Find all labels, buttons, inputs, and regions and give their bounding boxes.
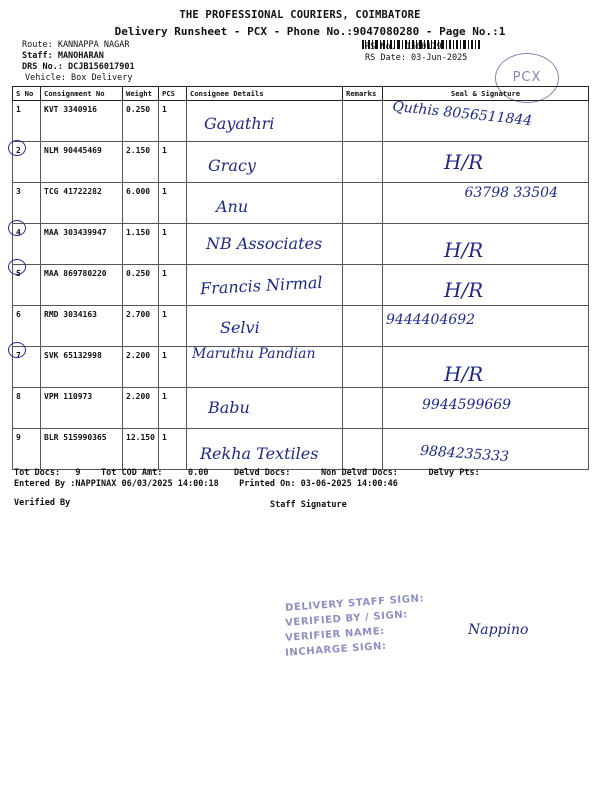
seal-hand-4: H/R (444, 238, 484, 262)
row-pcs: 1 (159, 183, 187, 224)
consignee-hand-1: Gayathri (204, 114, 275, 133)
entered-printed-line: Entered By :NAPPINAX 06/03/2025 14:00:18 Printed On: 03-06-2025 14:00:46 (14, 479, 398, 489)
seal-hand-8: 9944599669 (422, 397, 512, 413)
pcx-stamp: PCX (495, 53, 559, 103)
row-sno: 9 (13, 429, 41, 470)
col-consignee: Consignee Details (187, 87, 343, 101)
verified-by: Verified By (14, 498, 71, 508)
row-consignment: MAA 869780220 (41, 265, 123, 306)
drs-number: DRS No.: DCJB156017901 (22, 62, 135, 72)
stamp-line-2: VERIFIED BY / SIGN: (284, 609, 409, 629)
row-sno: 2 (13, 142, 41, 183)
route-info (22, 40, 135, 84)
seal-hand-9: 9884235333 (419, 442, 510, 466)
row-consignment: SVK 65132998 (41, 347, 123, 388)
consignee-hand-9: Rekha Textiles (200, 444, 319, 463)
row-consignment: VPM 110973 (41, 388, 123, 429)
seal-hand-7: H/R (444, 362, 484, 386)
row-sno: 3 (13, 183, 41, 224)
consignee-hand-4: NB Associates (206, 234, 323, 253)
col-pcs: PCS (159, 87, 187, 101)
row-consignment: NLM 90445469 (41, 142, 123, 183)
row-sno: 8 (13, 388, 41, 429)
report-title: THE PROFESSIONAL COURIERS, COIMBATORE (179, 9, 421, 21)
stamp-line-1: DELIVERY STAFF SIGN: (284, 593, 425, 614)
stamp-line-4: INCHARGE SIGN: (284, 640, 387, 659)
row-pcs: 1 (159, 347, 187, 388)
seal-hand-1: Quthis 8056511844 (391, 98, 533, 130)
row-consignment: RMD 3034163 (41, 306, 123, 347)
row-pcs: 1 (159, 265, 187, 306)
row-sno: 7 (13, 347, 41, 388)
consignee-hand-3: Anu (216, 197, 249, 216)
table-row (13, 142, 589, 183)
consignee-hand-5: Francis Nirmal (199, 272, 323, 299)
row-pcs: 1 (159, 101, 187, 142)
row-consignment: KVT 3340916 (41, 101, 123, 142)
consignee-hand-6: Selvi (220, 318, 260, 337)
row-pcs: 1 (159, 224, 187, 265)
row-weight: 1.150 (123, 224, 159, 265)
row-weight: 2.700 (123, 306, 159, 347)
seal-hand-3: 63798 33504 (464, 185, 558, 201)
staff-signature: Staff Signature (270, 500, 347, 510)
col-sno: S No (13, 87, 41, 101)
row-sno: 6 (13, 306, 41, 347)
consignee-hand-2: Gracy (208, 156, 256, 175)
row-weight: 2.200 (123, 347, 159, 388)
col-weight: Weight (123, 87, 159, 101)
row-sno: 1 (13, 101, 41, 142)
row-consignment: MAA 303439947 (41, 224, 123, 265)
circle-mark (8, 220, 26, 236)
consignee-hand-8: Babu (208, 398, 250, 417)
row-pcs: 1 (159, 142, 187, 183)
table-header (13, 87, 589, 101)
row-weight: 0.250 (123, 101, 159, 142)
row-weight: 2.200 (123, 388, 159, 429)
verification-stamp (284, 593, 425, 659)
rs-date: RS Date: 03-Jun-2025 (365, 53, 468, 63)
col-consignment: Consignment No (41, 87, 123, 101)
row-weight: 2.150 (123, 142, 159, 183)
report-subtitle: Delivery Runsheet - PCX - Phone No.:9047080280 - Page No.:1 (114, 25, 506, 38)
rs-number: RS No.: 1560179 (365, 42, 442, 52)
verifier-name-hand: Nappino (468, 622, 529, 638)
table-row (13, 306, 589, 347)
circle-mark (8, 140, 26, 156)
stamp-line-3: VERIFIER NAME: (284, 625, 386, 644)
circle-mark (8, 342, 26, 358)
row-weight: 0.250 (123, 265, 159, 306)
seal-hand-5: H/R (444, 278, 484, 302)
row-consignment: TCG 41722282 (41, 183, 123, 224)
row-sno: 5 (13, 265, 41, 306)
totals-line: Tot Docs: 9 Tot COD Amt: 0.00 Delvd Docs: Non Delvd Docs: Delvy Pts: (14, 468, 480, 478)
row-weight: 12.150 (123, 429, 159, 470)
row-pcs: 1 (159, 306, 187, 347)
row-sno: 4 (13, 224, 41, 265)
vehicle: Vehicle: Box Delivery (25, 73, 133, 83)
row-weight: 6.000 (123, 183, 159, 224)
rs-info (365, 42, 467, 64)
seal-hand-6: 9444404692 (386, 312, 476, 328)
staff: Staff: MANOHARAN (22, 51, 104, 61)
col-seal: Seal & Signature (383, 87, 589, 101)
route: Route: KANNAPPA NAGAR (22, 40, 130, 50)
row-consignment: BLR 515990365 (41, 429, 123, 470)
row-pcs: 1 (159, 429, 187, 470)
seal-hand-2: H/R (444, 150, 484, 174)
consignee-hand-7: Maruthu Pandian (192, 346, 316, 362)
circle-mark (8, 259, 26, 275)
col-remarks: Remarks (343, 87, 383, 101)
row-pcs: 1 (159, 388, 187, 429)
